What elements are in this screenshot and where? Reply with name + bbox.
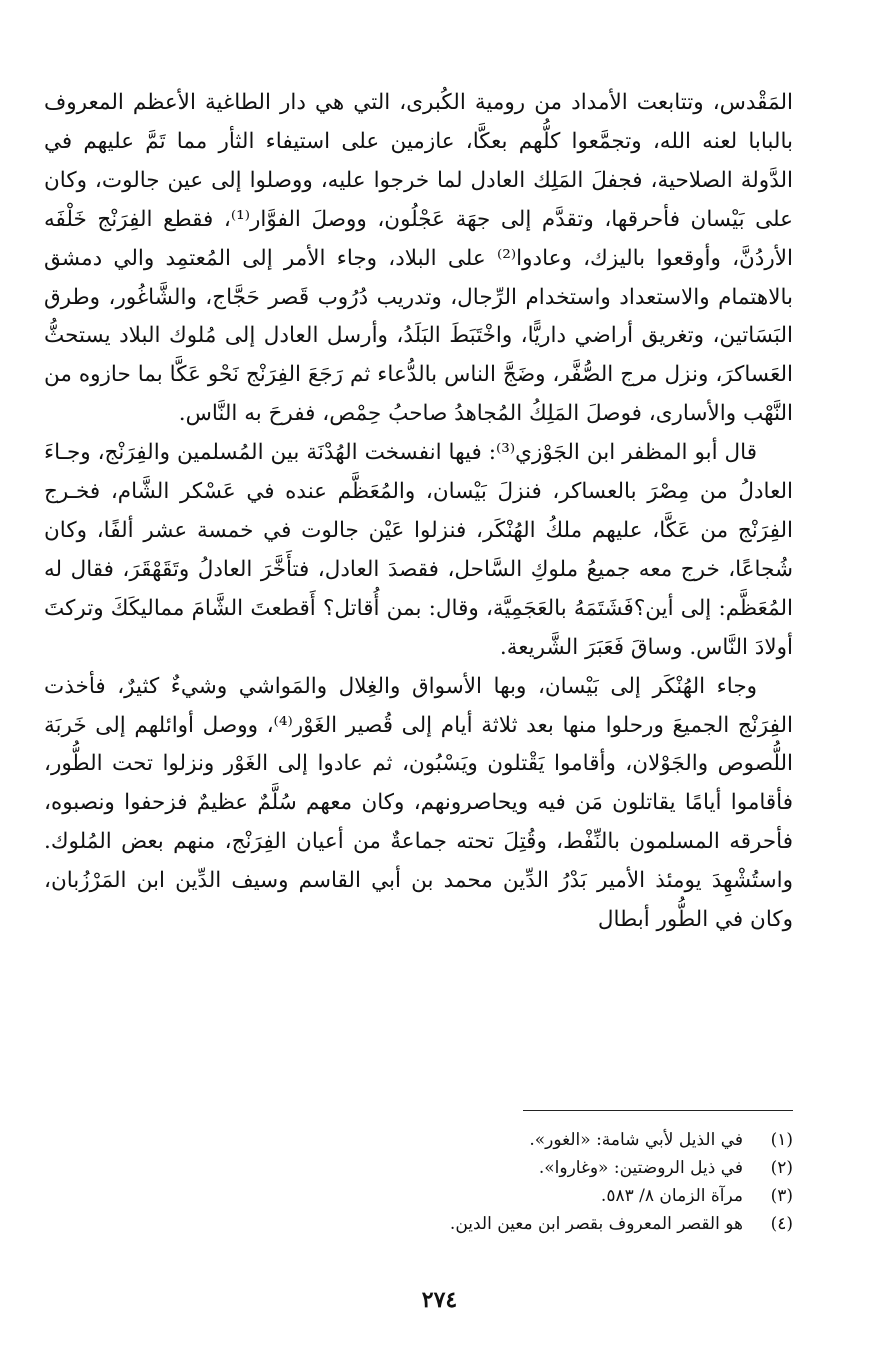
footnote-1 [44, 1126, 793, 1154]
main-text [44, 84, 793, 940]
page-number: ٢٧٤ [421, 1287, 458, 1313]
footnote-text: في الذيل لأبي شامة: «الغور». [529, 1130, 743, 1150]
footnote-divider [523, 1110, 793, 1111]
footnote-4 [44, 1210, 793, 1238]
footnote-number: (٣) [770, 1186, 793, 1206]
paragraph-3: وجاء الهُنْكَر إلى بَيْسان، وبها الأسواق والغِلال والمَواشي وشيءٌ كثيرٌ، فأخذت الفِرَنْج الجميعَ ورحلوا منها بعد ثلاثة أيام إلى قُصير الغَوْر⁽⁴⁾، ووصل أوائلهم إلى خَربَة اللُّصوص والجَوْلان، وأقاموا يَقْتلون ويَسْبُون، ثم عادوا إلى الغَوْر ونزلوا تحت الطُّور، فأقاموا أيامًا يقاتلون مَن فيه ويحاصرونهم، وكان معهم سُلَّمٌ عظيمٌ فزحفوا ونصبوه، فأحرقه المسلمون بالنِّفْط، وقُتِلَ تحته جماعةٌ من أعيان الفِرَنْج، منهم بعض المُلوك. واستُشْهِدَ يومئذ الأمير بَدْرُ الدِّين محمد بن أبي القاسم وسيف الدِّين ابن المَرْزُبان، وكان في الطُّور أبطال [44, 673, 793, 933]
footnote-number: (٤) [770, 1214, 793, 1234]
footnote-3 [44, 1182, 793, 1210]
footnotes [44, 1126, 793, 1238]
paragraph-1: المَقْدس، وتتابعت الأمداد من رومية الكُبرى، التي هي دار الطاغية الأعظم المعروف بالبابا لعنه الله، وتجمَّعوا كلُّهم بعكَّا، عازمين على استيفاء الثأر مما تَمَّ عليهم في الدَّولة الصلاحية، فجفلَ المَلِك العادل لما خرجوا عليه، ووصلوا إلى عين جالوت، وكان على بَيْسان فأحرقها، وتقدَّم إلى جهَة عَجْلُون، ووصلَ الفوَّار⁽¹⁾، فقطع الفِرَنْج خَلْفَه الأردُنَّ، وأوقعوا باليزك، وعادوا⁽²⁾ على البلاد، وجاء الأمر إلى المُعتمِد والي دمشق بالاهتمام والاستعداد واستخدام الرِّجال، وتدريب دُرُوب قَصر حَجَّاج، والشَّاغُور، وطرق البَسَاتين، وتغريق أراضي داريًّا، واخْتَبَطَ البَلَدُ، وأرسل العادل إلى مُلوك البلاد يستحثُّ العَساكرَ، ونزل مرج الصُّفَّر، وضَجَّ الناس بالدُّعاء ثم رَجَعَ الفِرَنْج نَحْو عَكَّا بما حازوه من النَّهْب والأسارى، فوصلَ المَلِكُ المُجاهدُ صاحبُ حِمْص، ففرحَ به النَّاس. [44, 90, 794, 427]
footnote-2 [44, 1154, 793, 1182]
footnote-number: (١) [770, 1130, 793, 1150]
footnote-text: في ذيل الروضتين: «وغاروا». [538, 1158, 743, 1178]
footnote-number: (٢) [770, 1158, 793, 1178]
footnote-text: مرآة الزمان ٨/ ٥٨٣. [600, 1186, 743, 1206]
paragraph-2: قال أبو المظفر ابن الجَوْزي⁽³⁾: فيها انفسخت الهُدْنَة بين المُسلمين والفِرَنْج، وجـاءَ العادلُ من مِصْرَ بالعساكر، فنزلَ بَيْسان، والمُعَظَّم عنده في عَسْكر الشَّام، فخـرج الفِرَنْج من عَكَّا، عليهم ملكُ الهُنْكَر، فنزلوا عَيْن جالوت في خمسة عشر ألفًا، وكان شُجاعًا، خرج معه جميعُ ملوكِ السَّاحل، فقصدَ العادل، فتأَخَّرَ العادلُ وتَقَهْقَرَ، فقال له المُعَظَّم: إلى أين؟فَشَتَمَهُ بالعَجَمِيَّة، وقال: بمن أُقاتل؟ أَقطعتَ الشَّامَ مماليكَكَ وتركتَ أولادَ النَّاس. وساقَ فَعَبَرَ الشَّريعة. [44, 440, 793, 660]
footnote-text: هو القصر المعروف بقصر ابن معين الدين. [449, 1214, 743, 1234]
